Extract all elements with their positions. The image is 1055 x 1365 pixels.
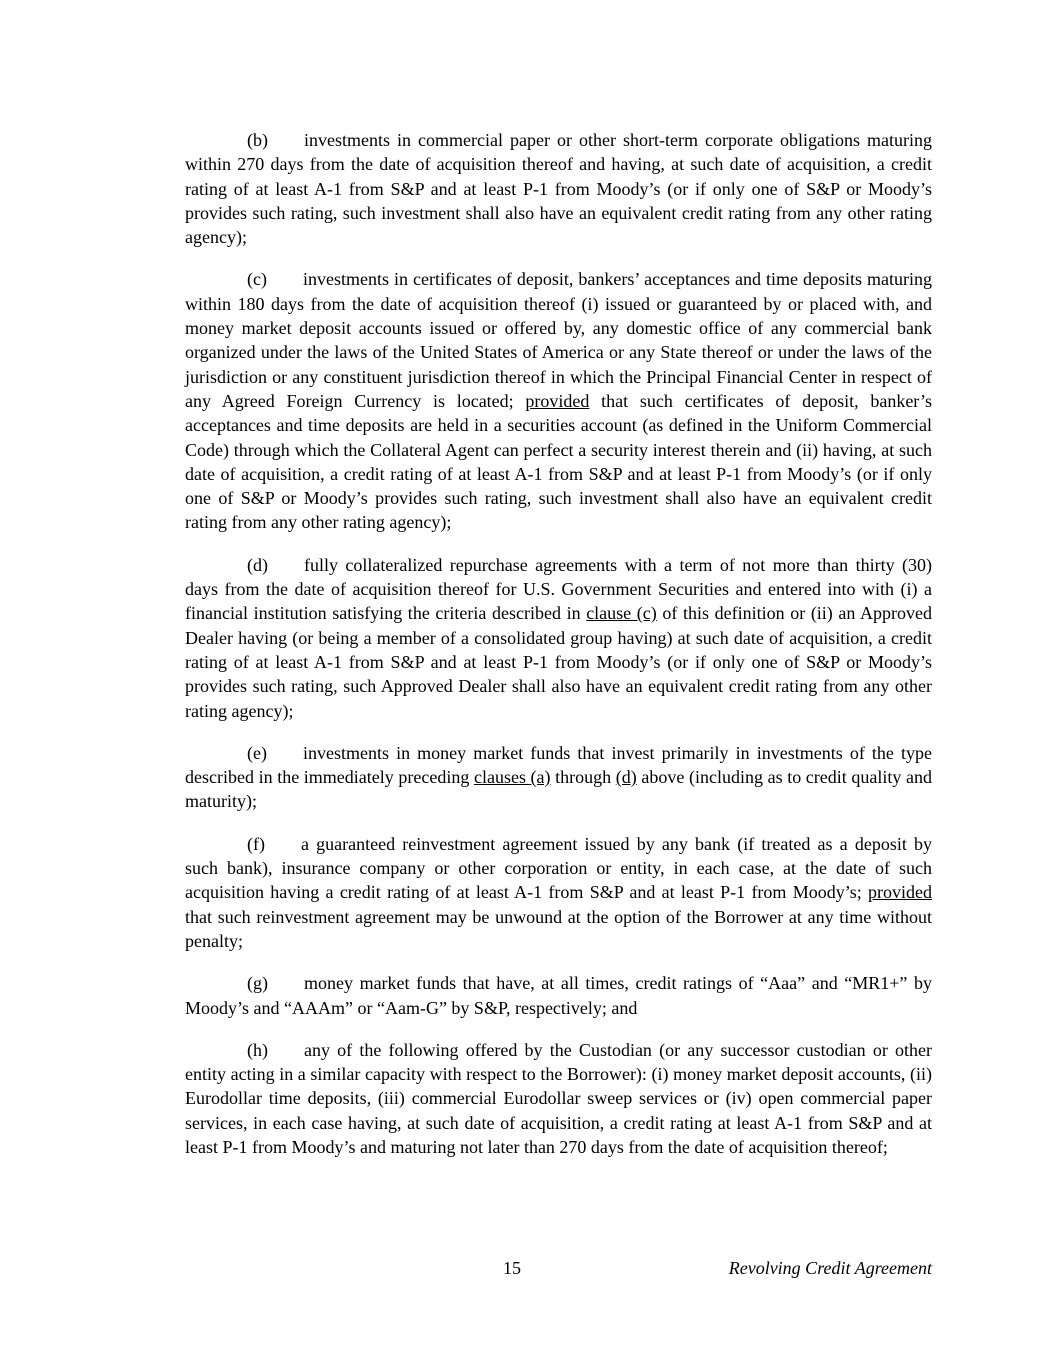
paragraph-e xyxy=(185,741,932,814)
underlined-text: clause (c) xyxy=(586,603,657,624)
paragraph-text: investments in certificates of deposit, bankers’ acceptances and time deposits maturing within 180 days from the date of acquisition thereof (i) issued or guaranteed by or placed with, and money market deposit accounts issued or offered by, any domestic office of any commercial bank organized under the laws of the United States of America or any State thereof or under the laws of the jurisdiction or any constituent jurisdiction thereof in which the Principal Financial Center in respect of any Agreed Foreign Currency is located; xyxy=(185,269,932,411)
paragraph-text: a guaranteed reinvestment agreement issued by any bank (if treated as a deposit by such bank), insurance company or other corporation or entity, in each case, at the date of such acquisition having a credit rating of at least A-1 from S&P and at least P-1 from Moody’s; xyxy=(185,833,932,903)
paragraph-text: of this definition or (ii) an Approved Dealer having (or being a member of a consolidated group having) at such date of acquisition, a credit rating of at least A-1 from S&P and at least P-1 from Moody’s (or if only one of S&P or Moody’s provides such rating, such Approved Dealer shall also have an equivalent credit rating from any other rating agency); xyxy=(185,603,933,721)
underlined-text: clauses (a) xyxy=(473,767,551,788)
paragraph-g xyxy=(185,971,932,1020)
document-body xyxy=(185,128,932,1177)
paragraph-label: (b) xyxy=(247,130,268,150)
paragraph-f xyxy=(185,832,932,953)
paragraph-label: (d) xyxy=(247,554,268,575)
page-footer xyxy=(185,1256,932,1282)
paragraph-text: any of the following offered by the Custodian (or any successor custodian or other entity acting in a similar capacity with respect to the Borrower): (i) money market deposit accounts, (ii) Eurodollar time deposits, (iii) commercial Eurodollar sweep services or (iv) open commercial paper services, in each case having, at such date of acquisition, a credit rating at least A-1 from S&P and at least P-1 from Moody’s and maturing not later than 270 days from the date of acquisition thereof; xyxy=(185,1039,932,1157)
paragraph-h xyxy=(185,1038,932,1159)
paragraph-label: (c) xyxy=(247,269,267,290)
underlined-text: provided xyxy=(525,390,590,411)
paragraph-label: (f) xyxy=(247,833,265,854)
paragraph-d xyxy=(185,553,932,723)
paragraph-text: that such reinvestment agreement may be unwound at the option of the Borrower at any time without penalty; xyxy=(185,906,932,951)
paragraph-text: that such certificates of deposit, banker’s acceptances and time deposits are held in a securities account (as defined in the Uniform Commercial Code) through which the Collateral Agent can perfect a security interest therein and (ii) having, at such date of acquisition, a credit rating of at least A-1 from S&P and at least P-1 from Moody’s (or if only one of S&P or Moody’s provides such rating, such investment shall also have an equivalent credit rating from any other rating agency); xyxy=(185,390,932,533)
paragraph-text: above (including as to credit quality and maturity); xyxy=(185,767,932,812)
paragraph-text: money market funds that have, at all times, credit ratings of “Aaa” and “MR1+” by Moody’s and “AAAm” or “Aam-G” by S&P, respectively; and xyxy=(185,973,932,1018)
paragraph-label: (h) xyxy=(247,1039,268,1060)
paragraph-c xyxy=(185,267,932,534)
paragraph-label: (e) xyxy=(247,742,267,763)
footer-document-title: Revolving Credit Agreement xyxy=(728,1258,932,1278)
paragraph-label: (g) xyxy=(247,973,268,994)
paragraph-text: investments in commercial paper or other short-term corporate obligations maturing within 270 days from the date of acquisition thereof and having, at such date of acquisition, a credit rating of at least A-1 from S&P and at least P-1 from Moody’s (or if only one of S&P or Moody’s provides such rating, such investment shall also have an equivalent credit rating from any other rating agency); xyxy=(185,130,932,248)
underlined-text: (d) xyxy=(615,767,637,788)
paragraph-text: fully collateralized repurchase agreements with a term of not more than thirty (30) days from the date of acquisition thereof for U.S. Government Securities and entered into with (i) a financial institution satisfying the criteria described in xyxy=(185,554,932,624)
paragraph-b xyxy=(185,128,932,249)
paragraph-text: investments in money market funds that invest primarily in investments of the type described in the immediately preceding xyxy=(185,742,932,788)
page-number: 15 xyxy=(503,1258,521,1278)
underlined-text: provided xyxy=(868,882,932,903)
paragraph-text: through xyxy=(550,767,616,788)
